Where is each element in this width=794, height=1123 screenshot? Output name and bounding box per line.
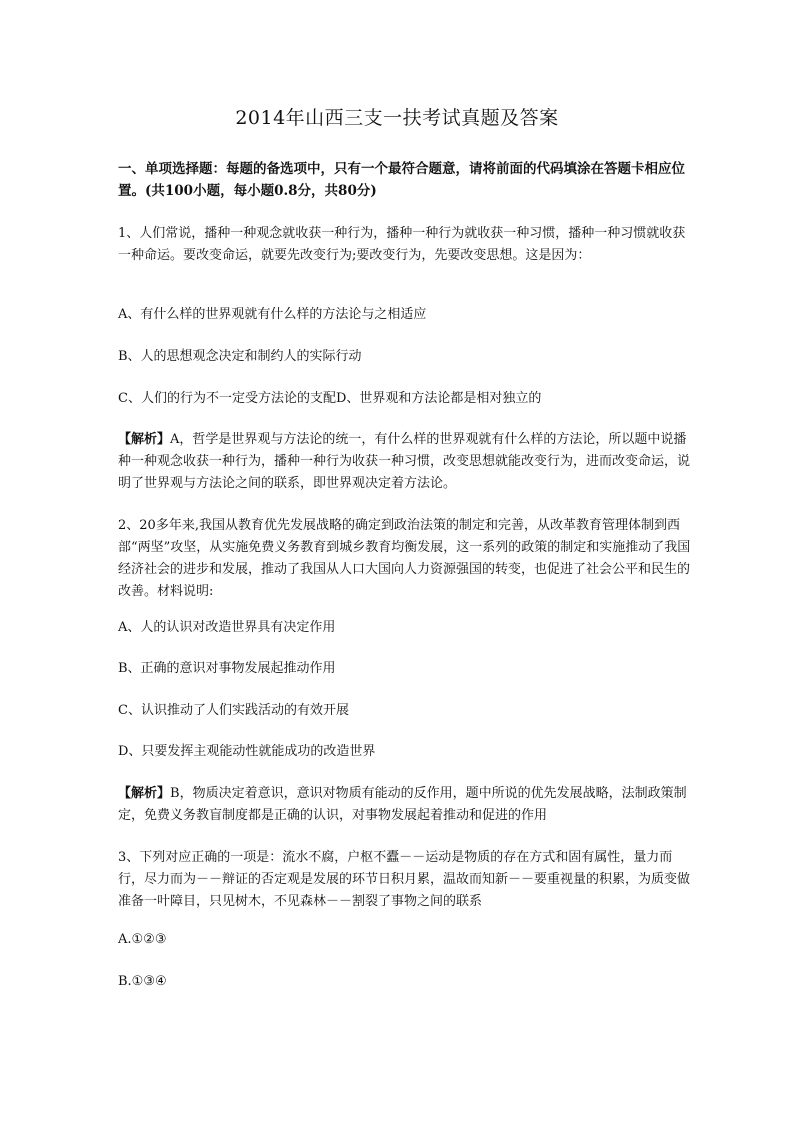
question-2-option-d: D、只要发挥主观能动性就能成功的改造世界 bbox=[118, 744, 376, 759]
analysis-label: 【解析】 bbox=[118, 786, 171, 801]
question-2-option-c: C、认识推动了人们实践活动的有效开展 bbox=[118, 703, 349, 718]
question-3-stem: 3、下列对应正确的一项是：流水不腐，户枢不蠹－－运动是物质的存在方式和固有属性，量力而行，尽力而为－－辩证的否定观是发展的环节日积月累，温故而知新－－要重视量的积累，为质变做准备一叶障目，只见树木，不见森林－－割裂了事物之间的联系 bbox=[118, 850, 691, 909]
analysis-text: B，物质决定着意识，意识对物质有能动的反作用，题中所说的优先发展战略，法制政策制定，免费义务教盲制度都是正确的认识，对事物发展起着推动和促进的作用 bbox=[118, 786, 687, 823]
question-3-option-a: A.①②③ bbox=[118, 932, 167, 947]
document-title: 2014年山西三支一扶考试真题及答案 bbox=[235, 107, 559, 129]
section-heading: 一、单项选择题：每题的备选项中，只有一个最符合题意，请将前面的代码填涂在答题卡相应位置。(共100小题，每小题0.8分，共80分) bbox=[118, 161, 685, 199]
question-1-stem: 1、人们常说，播种一种观念就收获一种行为，播种一种行为就收获一种习惯，播种一种习惯就收获一种命运。要改变命运，就要先改变行为;要改变行为，先要改变思想。这是因为： bbox=[118, 226, 686, 263]
question-1-option-b: B、人的思想观念决定和制约人的实际行动 bbox=[118, 349, 362, 364]
question-3-option-b: B.①③④ bbox=[118, 974, 167, 989]
analysis-text: A，哲学是世界观与方法论的统一，有什么样的世界观就有什么样的方法论，所以题中说播种一种观念收获一种行为，播种一种行为收获一种习惯，改变思想就能改变行为，进而改变命运，说明了世界观与方法论之间的联系，即世界观决定着方法论。 bbox=[118, 432, 691, 491]
question-2-analysis bbox=[118, 783, 698, 827]
question-1-option-c-d: C、人们的行为不一定受方法论的支配D、世界观和方法论都是相对独立的 bbox=[118, 391, 542, 406]
question-2-stem: 2、20多年来,我国从教育优先发展战略的确定到政治法策的制定和完善，从改革教育管理体制到西部“两坚”攻坚，从实施免费义务教育到城乡教育均衡发展，这一系列的政策的制定和实施推动了我国经济社会的进步和发展，推动了我国从人口大国向人力资源强国的转变，也促进了社会公平和民生的改善。材料说明: bbox=[118, 518, 691, 599]
question-2-option-a: A、人的认识对改造世界具有决定作用 bbox=[118, 620, 336, 635]
analysis-label: 【解析】 bbox=[118, 432, 171, 447]
question-1-analysis bbox=[118, 429, 698, 495]
question-1-option-a: A、有什么样的世界观就有什么样的方法论与之相适应 bbox=[118, 307, 427, 322]
question-2-option-b: B、正确的意识对事物发展起推动作用 bbox=[118, 661, 336, 676]
